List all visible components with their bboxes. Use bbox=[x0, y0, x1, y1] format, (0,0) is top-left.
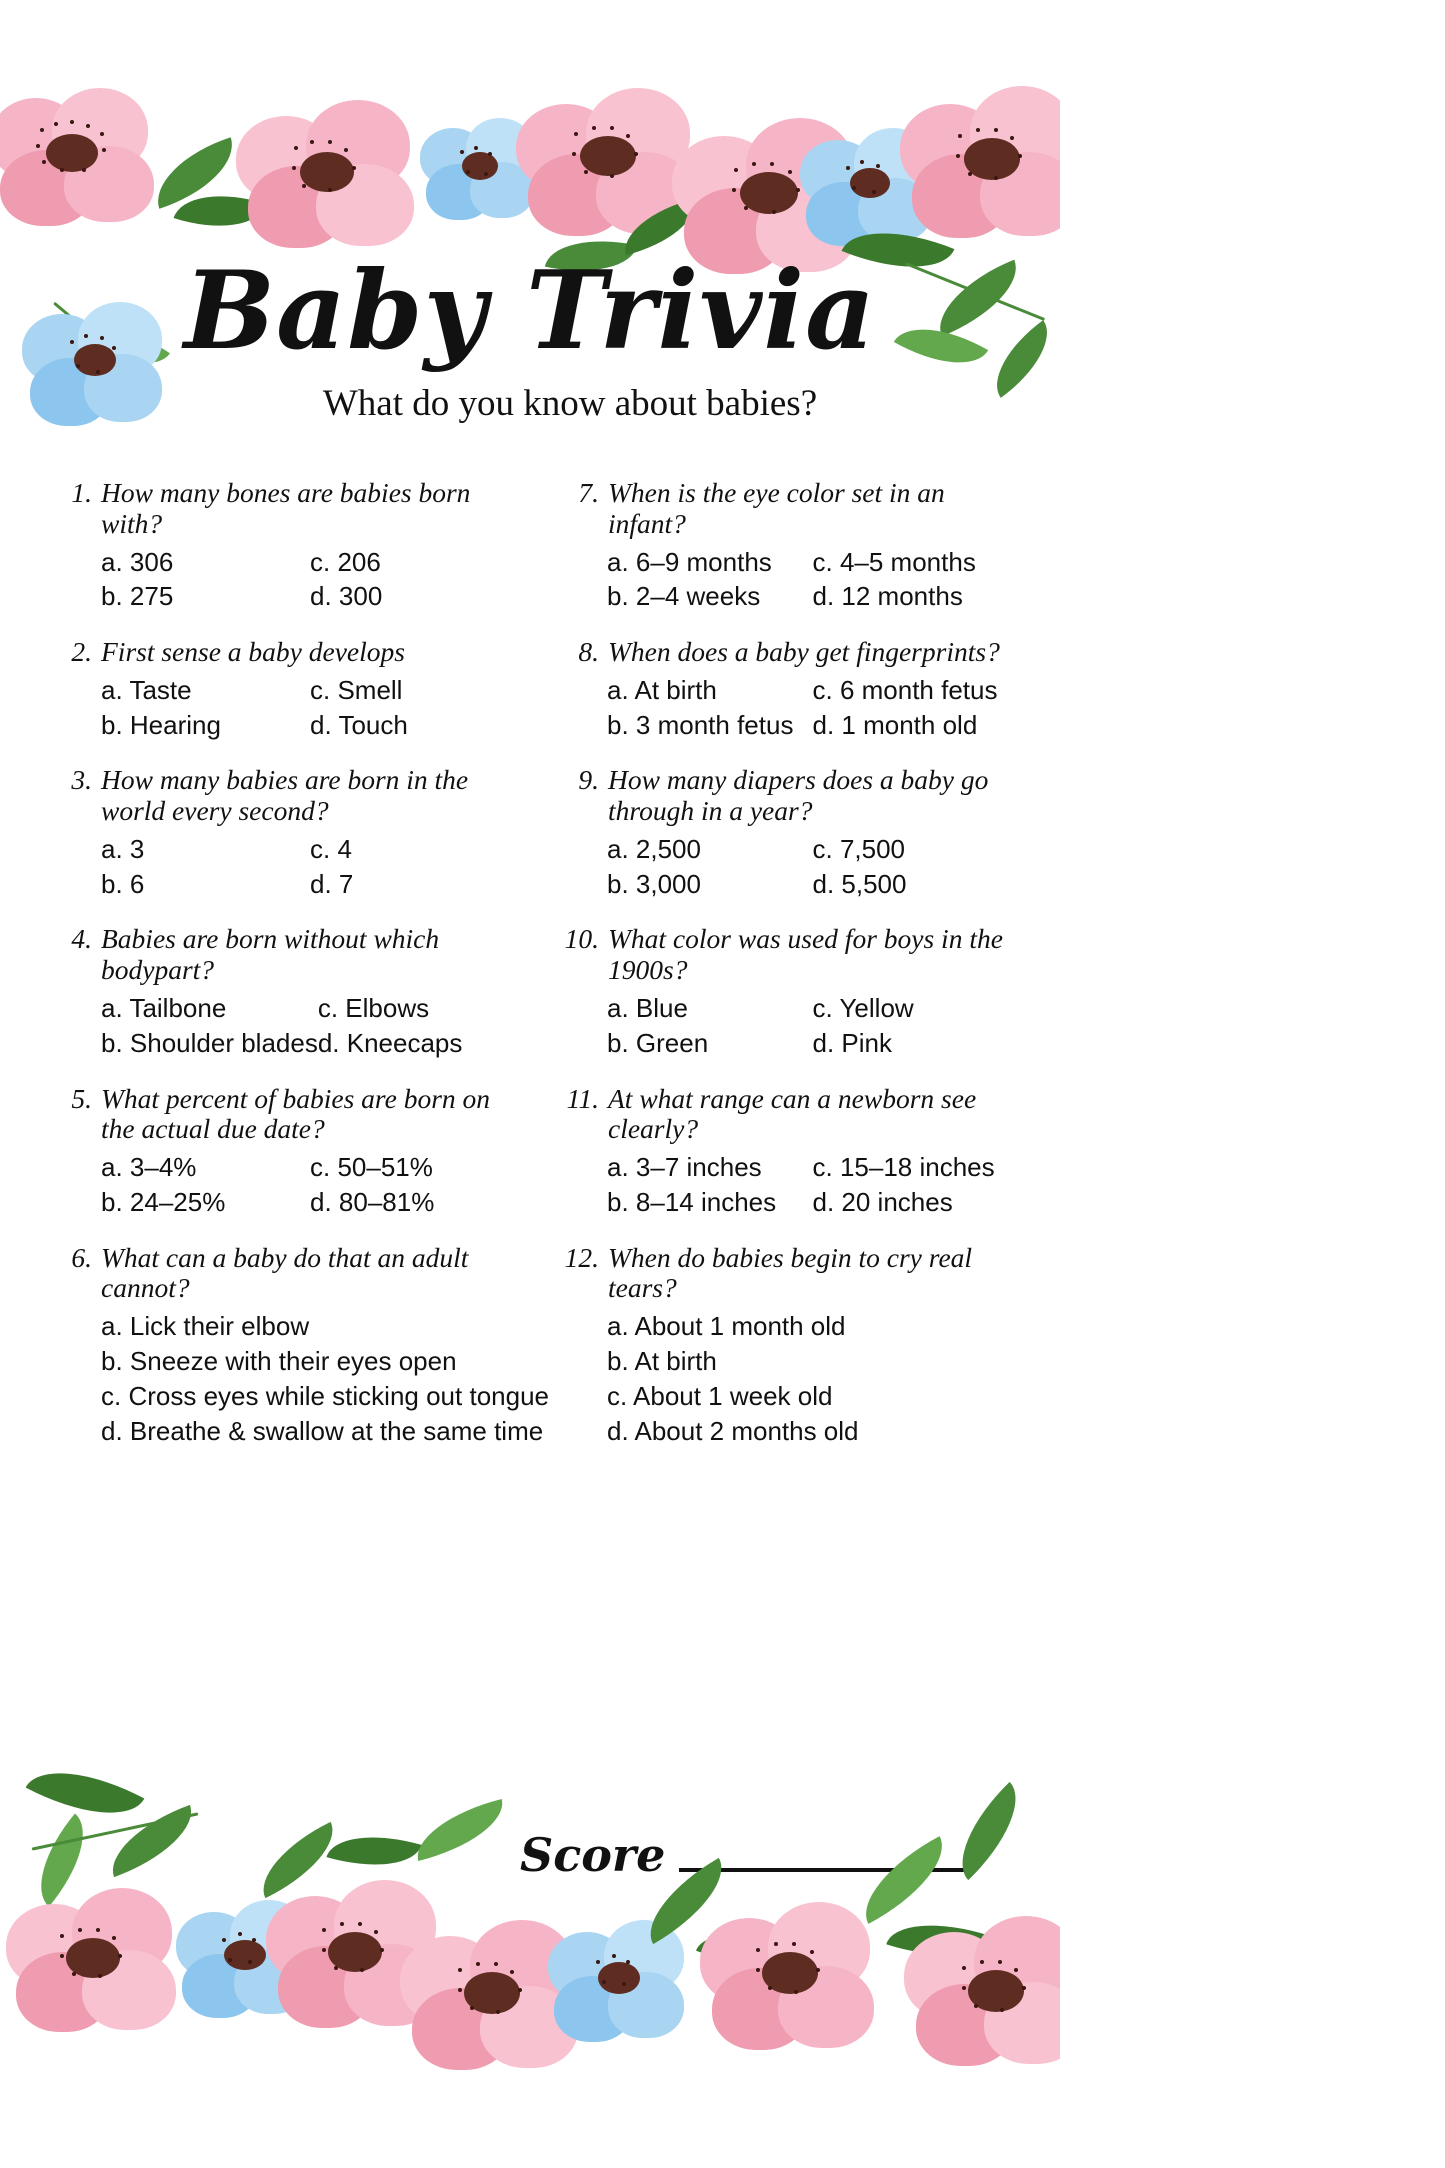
answer-options bbox=[58, 674, 519, 742]
question-number: 6. bbox=[71, 1241, 92, 1273]
questions-column-left bbox=[58, 477, 549, 1471]
question-text: How many bones are babies born with? bbox=[101, 477, 471, 539]
question-item bbox=[557, 924, 1018, 1059]
answer-options bbox=[557, 992, 1018, 1060]
answer-option[interactable]: d. About 2 months old bbox=[607, 1415, 859, 1446]
answer-options bbox=[557, 674, 1018, 742]
questions-column-right bbox=[557, 478, 1018, 1471]
answer-option[interactable]: c. 6 month fetus bbox=[812, 674, 998, 705]
answer-options bbox=[557, 1310, 1018, 1447]
question-item bbox=[557, 637, 1018, 741]
answer-option[interactable]: c. Elbows bbox=[317, 993, 430, 1024]
answer-options bbox=[58, 992, 519, 1060]
question-item bbox=[58, 1241, 549, 1448]
answer-option[interactable]: b. Green bbox=[607, 1027, 709, 1058]
answer-option[interactable]: b. Hearing bbox=[101, 709, 221, 740]
answer-option[interactable]: d. Kneecaps bbox=[317, 1027, 463, 1058]
answer-option[interactable]: b. At birth bbox=[607, 1346, 717, 1377]
answer-option[interactable]: a. About 1 month old bbox=[607, 1311, 846, 1342]
answer-option[interactable]: a. Blue bbox=[607, 993, 688, 1024]
answer-option[interactable]: c. About 1 week old bbox=[607, 1380, 833, 1411]
question-number: 9. bbox=[578, 764, 599, 796]
question-number: 12. bbox=[564, 1241, 599, 1273]
answer-option[interactable]: c. 206 bbox=[310, 546, 381, 577]
answer-option[interactable]: a. 3–4% bbox=[101, 1152, 197, 1183]
pink-flower-icon bbox=[904, 1916, 1060, 2068]
question-item bbox=[557, 478, 1018, 613]
answer-option[interactable]: a. Taste bbox=[101, 674, 192, 705]
answer-option[interactable]: a. 3–7 inches bbox=[607, 1152, 762, 1183]
question-text: First sense a baby develops bbox=[101, 636, 405, 668]
answer-option[interactable]: c. Yellow bbox=[812, 993, 914, 1024]
pink-flower-icon bbox=[0, 88, 170, 228]
question-number: 8. bbox=[578, 636, 599, 668]
question-text: When does a baby get fingerprints? bbox=[608, 636, 1000, 668]
answer-option[interactable]: c. 4–5 months bbox=[812, 546, 976, 577]
questions-grid bbox=[58, 478, 1018, 1471]
answer-option[interactable]: b. 3,000 bbox=[607, 868, 701, 899]
answer-options bbox=[58, 546, 519, 614]
answer-option[interactable]: b. 3 month fetus bbox=[607, 709, 794, 740]
question-text: How many diapers does a baby go through in a year? bbox=[608, 764, 989, 827]
answer-option[interactable]: a. 6–9 months bbox=[607, 546, 772, 577]
pink-flower-icon bbox=[236, 100, 426, 250]
question-item bbox=[557, 1084, 1018, 1219]
answer-option[interactable]: b. 8–14 inches bbox=[607, 1186, 777, 1217]
answer-option[interactable]: c. 50–51% bbox=[310, 1152, 433, 1183]
answer-option[interactable]: a. 3 bbox=[101, 833, 145, 864]
answer-options bbox=[557, 546, 1018, 614]
answer-option[interactable]: b. 2–4 weeks bbox=[607, 581, 761, 612]
pink-flower-icon bbox=[900, 86, 1060, 240]
question-text: What percent of babies are born on the actual due date? bbox=[101, 1082, 491, 1145]
answer-option[interactable]: a. At birth bbox=[607, 674, 717, 705]
answer-option[interactable]: b. Shoulder blades bbox=[101, 1027, 318, 1058]
question-item bbox=[557, 1243, 1018, 1448]
title-block bbox=[0, 248, 1060, 425]
answer-option[interactable]: d. Touch bbox=[310, 709, 408, 740]
answer-option[interactable]: d. 12 months bbox=[812, 581, 963, 612]
answer-option[interactable]: b. 6 bbox=[101, 868, 145, 899]
question-number: 2. bbox=[71, 636, 92, 668]
score-label: Score bbox=[520, 1828, 666, 1882]
leaf-icon bbox=[26, 1747, 145, 1839]
question-number: 7. bbox=[578, 477, 599, 508]
answer-option[interactable]: a. Lick their elbow bbox=[101, 1311, 310, 1342]
answer-options bbox=[557, 833, 1018, 901]
page-title: Baby Trivia bbox=[183, 248, 877, 374]
answer-option[interactable]: d. 5,500 bbox=[812, 868, 907, 899]
answer-options bbox=[557, 1151, 1018, 1219]
answer-option[interactable]: c. 7,500 bbox=[812, 833, 906, 864]
answer-option[interactable]: d. 20 inches bbox=[812, 1186, 953, 1217]
answer-option[interactable]: b. 275 bbox=[101, 581, 174, 612]
answer-option[interactable]: d. 300 bbox=[310, 581, 383, 612]
leaf-icon bbox=[326, 1821, 421, 1882]
answer-option[interactable]: c. Smell bbox=[310, 674, 403, 705]
blue-flower-icon bbox=[548, 1920, 694, 2048]
question-item bbox=[58, 478, 519, 613]
question-number: 5. bbox=[71, 1082, 92, 1114]
question-text: What color was used for boys in the 1900s? bbox=[608, 923, 1003, 986]
question-text: Babies are born without which bodypart? bbox=[101, 923, 440, 986]
question-number: 4. bbox=[71, 923, 92, 955]
question-text: How many babies are born in the world every second? bbox=[101, 764, 469, 827]
question-text: At what range can a newborn see clearly? bbox=[608, 1082, 977, 1145]
question-text: What can a baby do that an adult cannot? bbox=[101, 1241, 469, 1304]
answer-option[interactable]: d. Pink bbox=[812, 1027, 892, 1058]
answer-option[interactable]: d. 1 month old bbox=[812, 709, 978, 740]
question-item bbox=[557, 765, 1018, 900]
question-item bbox=[58, 765, 519, 900]
answer-option[interactable]: a. 2,500 bbox=[607, 833, 701, 864]
question-item bbox=[58, 924, 519, 1059]
answer-option[interactable]: d. 80–81% bbox=[310, 1186, 435, 1217]
question-text: When do babies begin to cry real tears? bbox=[608, 1241, 973, 1304]
answer-option[interactable]: a. 306 bbox=[101, 546, 174, 577]
leaf-icon bbox=[409, 1799, 512, 1861]
answer-option[interactable]: c. 15–18 inches bbox=[812, 1152, 995, 1183]
question-number: 3. bbox=[71, 764, 92, 796]
question-number: 11. bbox=[566, 1082, 599, 1114]
question-item bbox=[58, 1084, 519, 1219]
answer-option[interactable]: c. 4 bbox=[310, 833, 352, 864]
question-number: 10. bbox=[564, 923, 599, 955]
answer-options bbox=[58, 1310, 549, 1447]
answer-option[interactable]: a. Tailbone bbox=[101, 993, 227, 1024]
page-subtitle: What do you know about babies? bbox=[322, 383, 818, 425]
answer-option[interactable]: d. 7 bbox=[310, 868, 354, 899]
answer-option[interactable]: c. Cross eyes while sticking out tongue bbox=[101, 1380, 549, 1411]
answer-option[interactable]: d. Breathe & swallow at the same time bbox=[101, 1415, 544, 1446]
answer-options bbox=[58, 833, 519, 901]
question-item bbox=[58, 637, 519, 741]
question-number: 1. bbox=[71, 477, 92, 508]
trivia-card bbox=[0, 40, 1060, 2130]
pink-flower-icon bbox=[6, 1888, 186, 2034]
answer-option[interactable]: b. Sneeze with their eyes open bbox=[101, 1346, 457, 1377]
answer-options bbox=[58, 1151, 519, 1219]
question-text: When is the eye color set in an infant? bbox=[608, 477, 945, 539]
answer-option[interactable]: b. 24–25% bbox=[101, 1186, 226, 1217]
pink-flower-icon bbox=[700, 1902, 886, 2052]
